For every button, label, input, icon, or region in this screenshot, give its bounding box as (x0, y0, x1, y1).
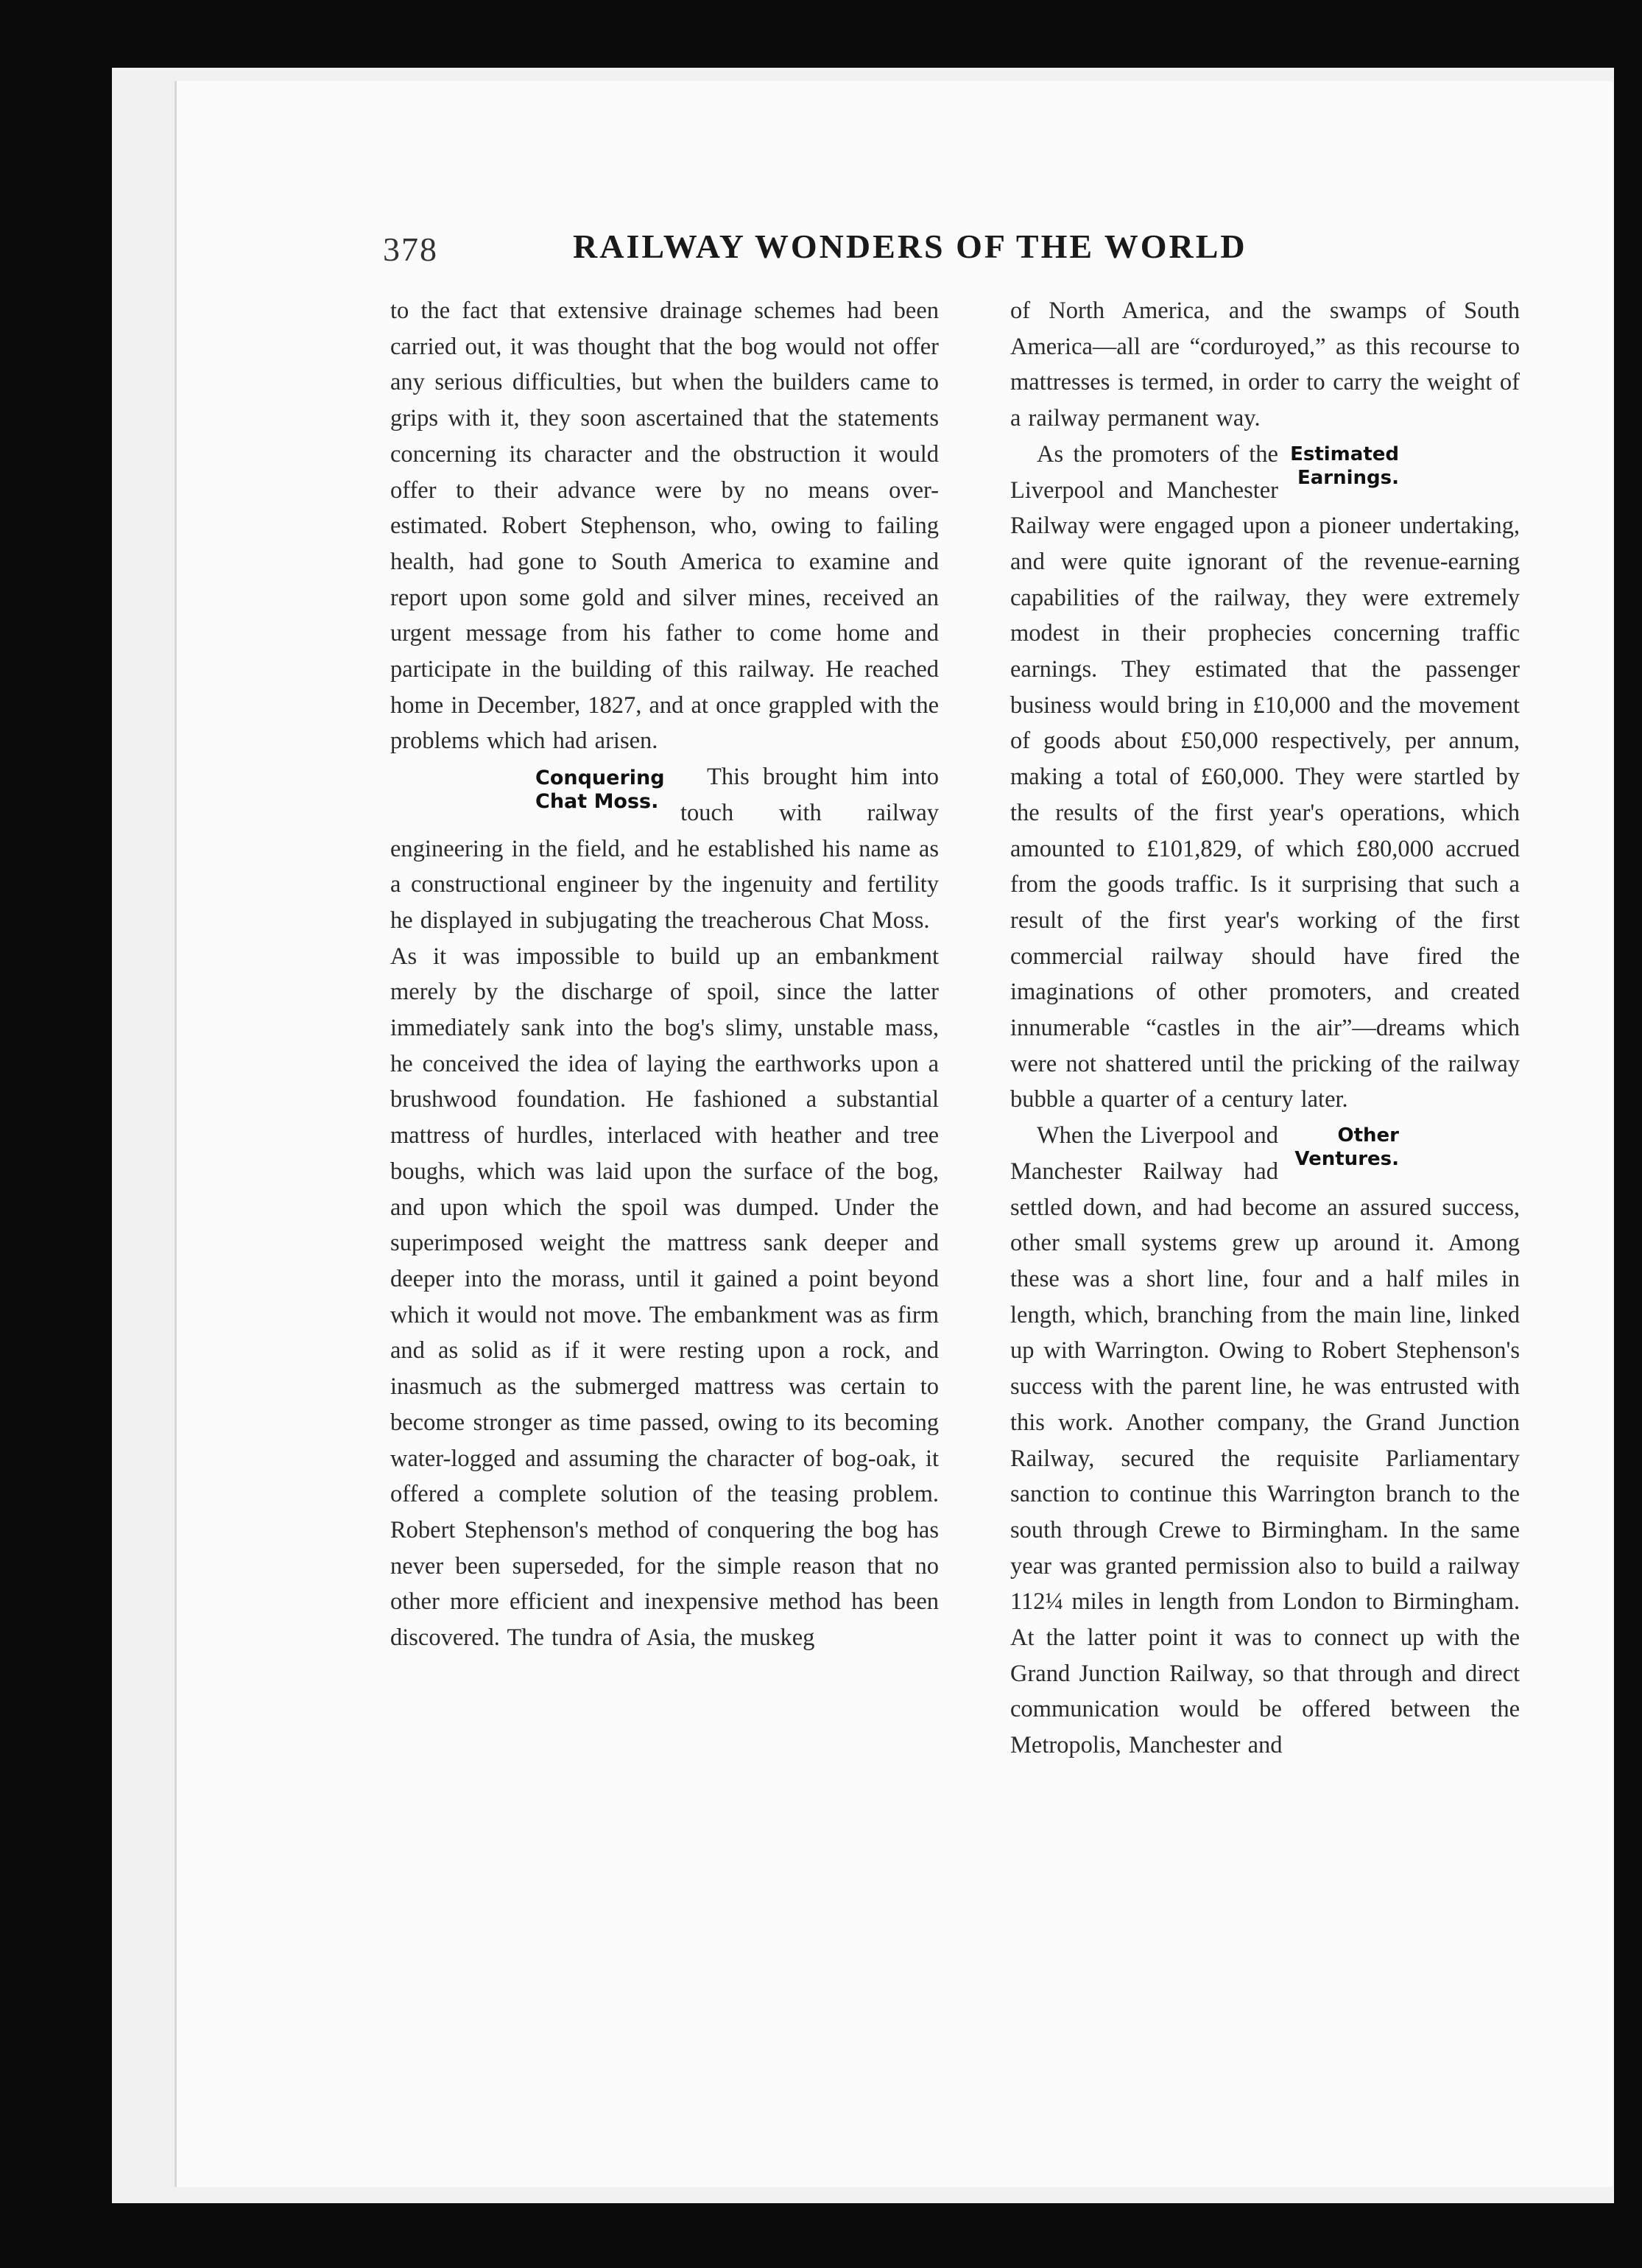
sidenote-spacer-2 (1399, 1118, 1520, 1153)
left-paragraph-1: to the fact that extensive drainage schemes had been carried out, it was thought that the bog would not offer any serious difficulties, but when the builders came to grips with it, they soon ascertained that the statements concerning its character and the obstruction it would offer to their advance were by no means over-estimated. Robert Stephenson, who, owing to failing health, had gone to South America to examine and report upon some gold and silver mines, received an urgent message from his father to come home and participate in the building of this railway. He reached home in December, 1827, and at once grappled with the problems which had arisen. (390, 297, 939, 755)
left-paragraph-2-part-a: This brought him into touch with railway engineering in the field, and he established his name as a constructional engineer by the ingenuity and fertility he displayed in subjugating the treacherous Chat Moss. (390, 764, 939, 934)
right-paragraph-3: When the Liverpool and Manchester Railway had settled down, and had become an assured success, other small systems grew up around it. Among these was a short line, four and a half miles in length, which, branching from the main line, linked up with Warrington. Owing to Robert Stephenson's success with the parent line, he was entrusted with this work. Another company, the Grand Junction Railway, secured the requisite Parliamentary sanction to continue this Warrington branch to the south through Crewe to Birmingham. In the same year was granted permission also to build a railway 112¼ miles in length from London to Birmingham. At the latter point it was to connect up with the Grand Junction Railway, so that through and direct communication would be offered between the Metropolis, Manchester and (1010, 1122, 1520, 1759)
right-paragraph-2-wrapper (1010, 437, 1520, 1118)
right-paragraph-2: As the promoters of the Liverpool and Manchester Railway were engaged upon a pioneer undertaking, and were quite ignorant of the revenue-earning capabilities of the railway, they were extremely modest in their prophecies concerning traffic earnings. They estimated that the passenger business would bring in £10,000 and the movement of goods about £50,000 respectively, per annum, making a total of £60,000. They were startled by the results of the first year's operations, which amounted to £101,829, of which £80,000 accrued from the goods traffic. Is it surprising that such a result of the first year's working of the first commercial railway should have fired the imaginations of other promoters, and created innumerable “castles in the air”—dreams which were not shattered until the pricking of the railway bubble a quarter of a century later. (1010, 440, 1520, 1113)
page-header (383, 221, 1517, 287)
right-column (1010, 293, 1520, 1764)
page-number: 378 (383, 230, 438, 268)
left-column (390, 293, 939, 1656)
sidenote-other-ventures: Other Ventures. (1294, 1124, 1399, 1171)
right-paragraph-3-wrapper (1010, 1118, 1520, 1764)
left-paragraph-2-part-b: As it was impossible to build up an embankment merely by the discharge of spoil, since the latter immediately sank into the bog's slimy, unstable mass, he conceived the idea of laying the earthworks upon a brushwood foundation. He fashioned a substantial mattress of hurdles, interlaced with heather and tree boughs, which was laid upon the surface of the bog, and upon which the spoil was dumped. Under the superimposed weight the mattress sank deeper and deeper into the morass, until it gained a point beyond which it would not move. The embankment was as firm and as solid as if it were resting upon a rock, and inasmuch as the submerged mattress was certain to become stronger as time passed, owing to its becoming water-logged and assuming the character of bog-oak, it offered a complete solution of the teasing problem. Robert Stephenson's method of conquering the bog has never been superseded, for the simple reason that no other more efficient and inexpensive method has been discovered. The tundra of Asia, the muskeg (390, 943, 939, 1652)
left-paragraph-2 (390, 759, 939, 1656)
sidenote-spacer (390, 759, 535, 830)
sidenote-conquering-chat-moss: Conquering Chat Moss. (535, 767, 665, 814)
right-paragraph-1: of North America, and the swamps of South America—all are “corduroyed,” as this recourse to mattresses is termed, in order to carry the weight of a railway permanent way. (1010, 297, 1520, 432)
sidenote-estimated-earnings: Estimated Earnings. (1290, 443, 1399, 489)
running-title: RAILWAY WONDERS OF THE WORLD (573, 228, 1247, 265)
sidenote-spacer-1 (1399, 437, 1520, 507)
